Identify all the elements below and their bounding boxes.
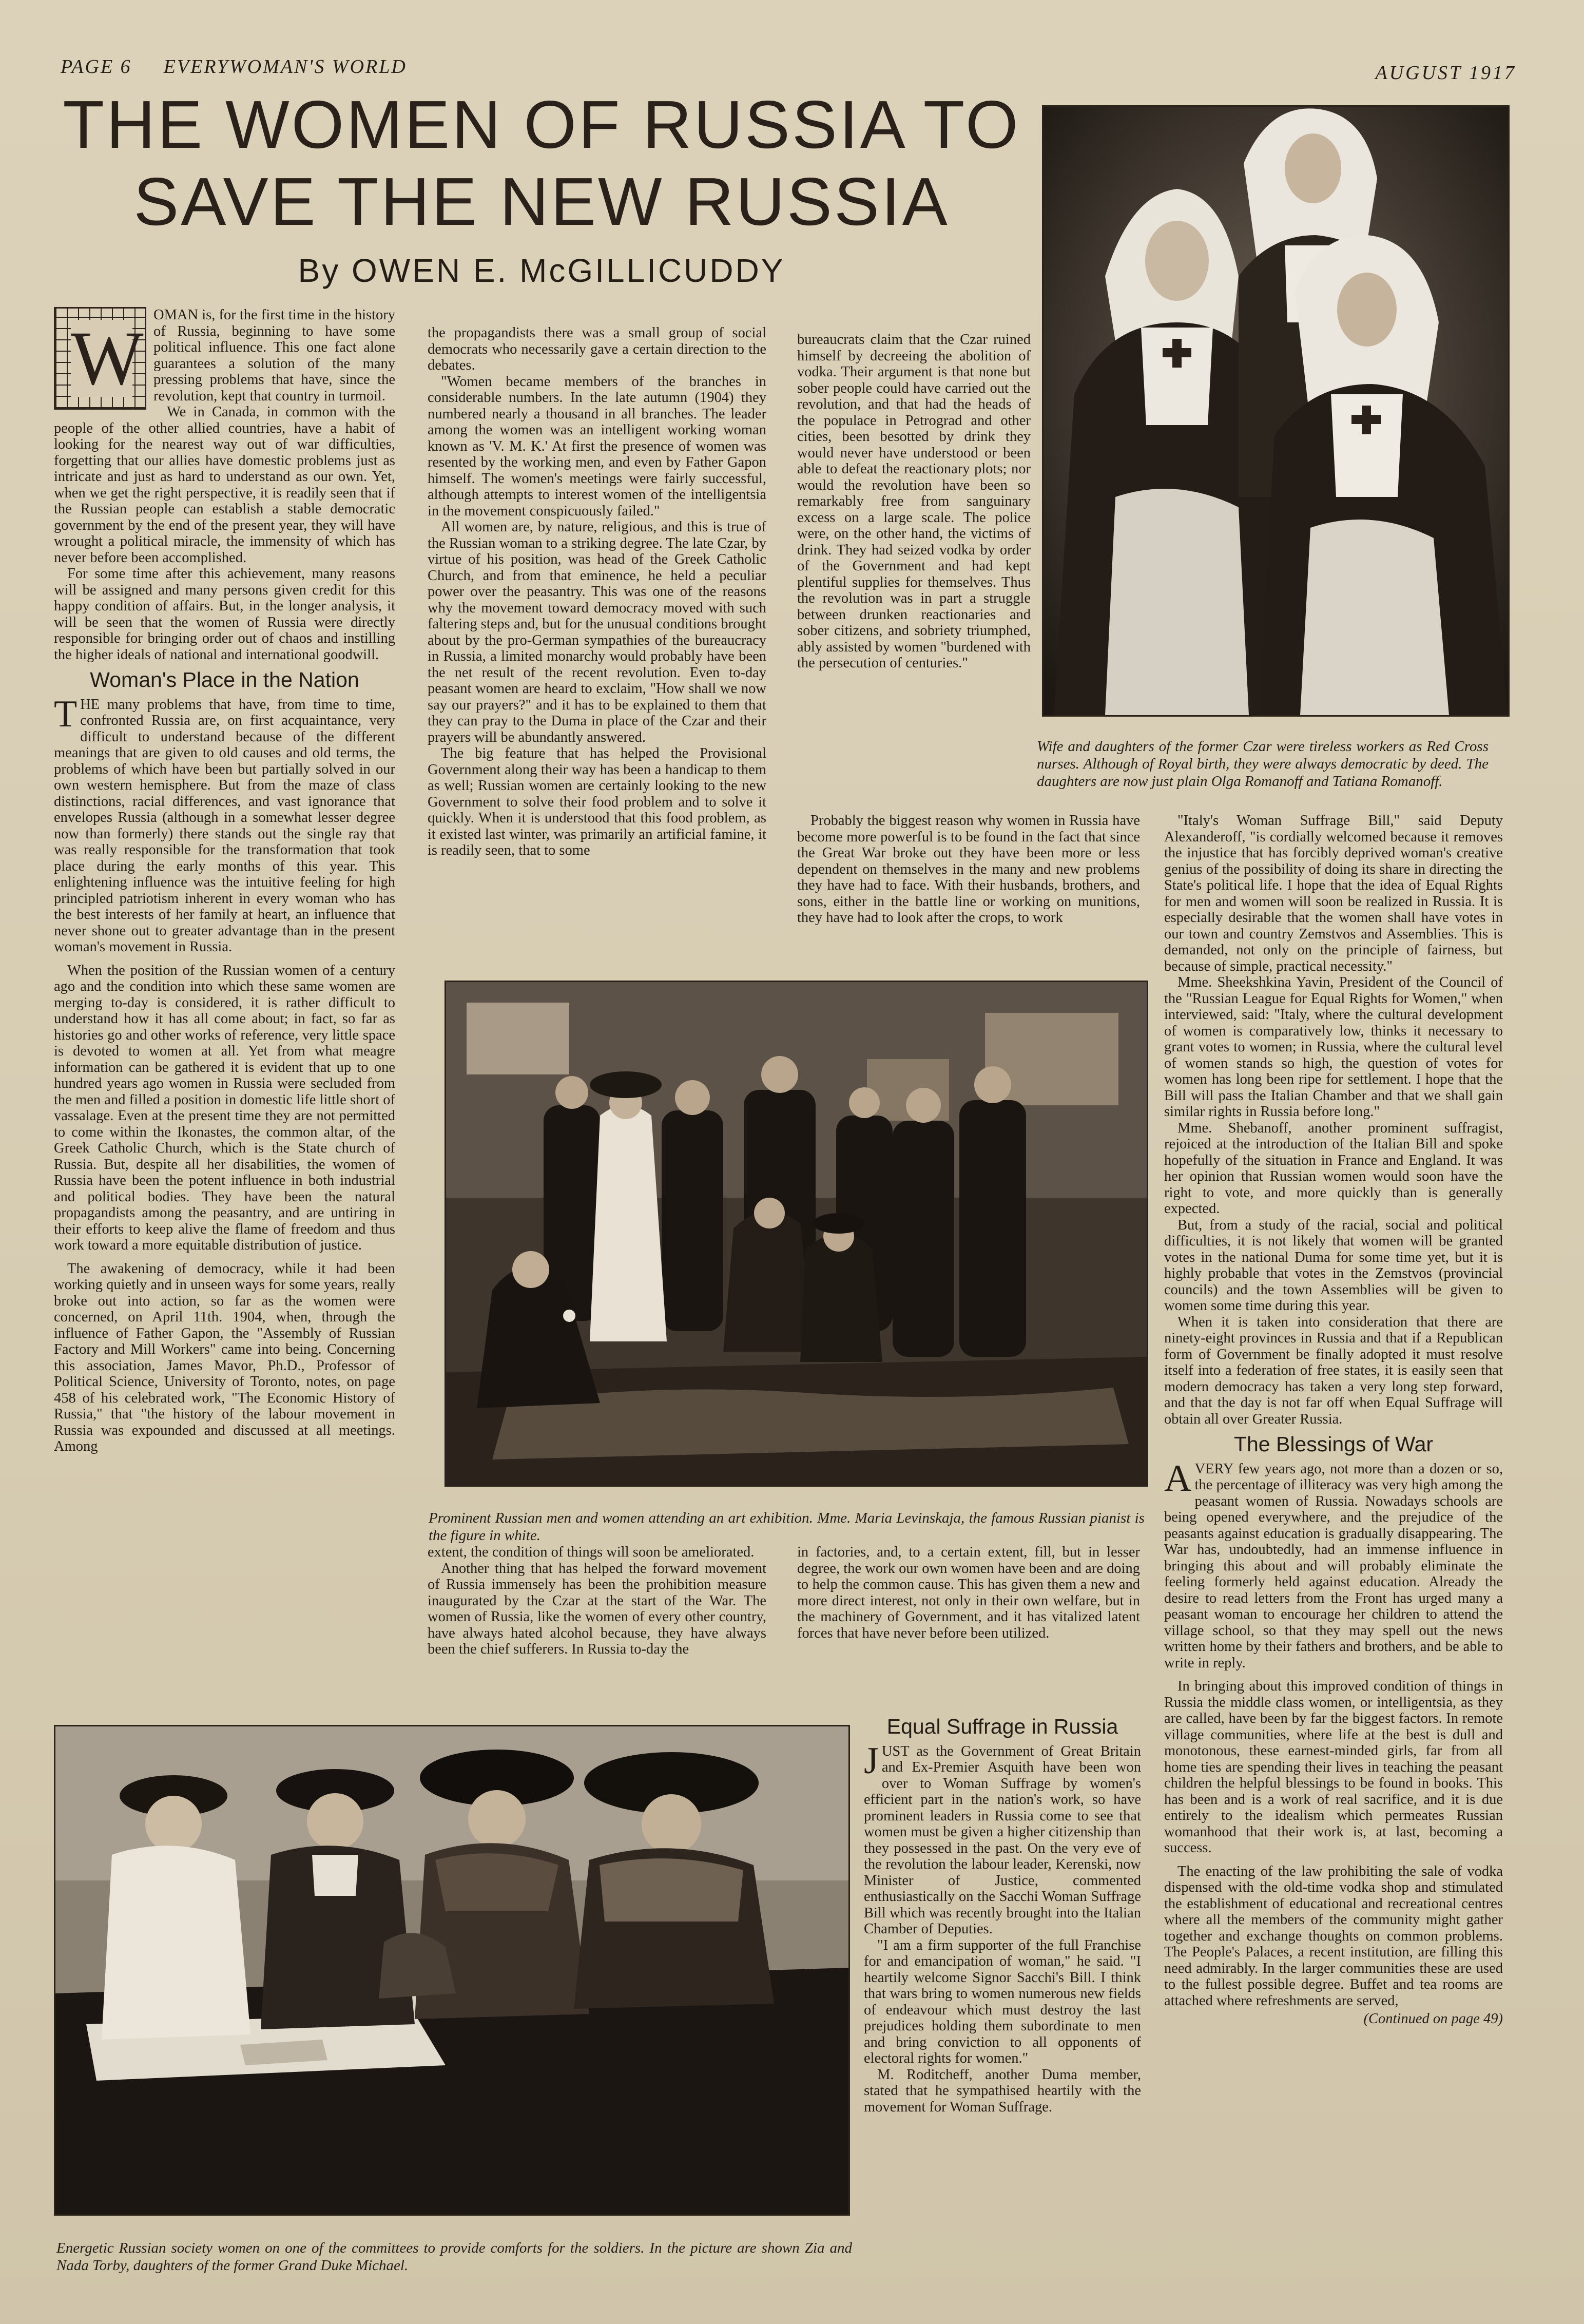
paragraph: We in Canada, in common with the people of the other allied countries, have a habit of looking for the nearest way out of war difficulties, forgetting that our allies have domestic problems just as intricate and just as hard to understand as our own. Yet, when we get the right perspective, it is readily seen that if the Russian people can establish a stable democratic government by the end of the present year, they will have wrought a political miracle, the immensity of which has never before been accomplished. — [54, 404, 395, 566]
photo-art-exhibition — [445, 981, 1148, 1487]
dropcap-letter: J — [864, 1739, 879, 1782]
paragraph: The enacting of the law prohibiting the sale of vodka dispensed with the old-time vodka shop and stimulated the establishment of educational and recreational centres where all the members of the community might gather together and exchange thoughts on common problems. The People's Palaces, a recent institution, are filling this need admirably. In the larger communities these are used to the fullest possible degree. Buffet and tea rooms are attached where refreshments are served, — [1164, 1863, 1503, 2009]
caption-art-exhibition: Prominent Russian men and women attending an art exhibition. Mme. Maria Levinskaja, the famous Russian pianist is the figure in white. — [429, 1510, 1145, 1544]
paragraph: The awakening of democracy, while it had been working quietly and in unseen ways for some years, really broke out into action, so far as the women were concerned, on April 11th. 1904, when, through the influence of Father Gapon, the "Assembly of Russian Factory and Mill Workers" came into being. Concerning this association, James Mavor, Ph.D., Professor of Political Science, University of Toronto, notes, on page 458 of his celebrated work, "The Economic History of Russia," that "the history of the labour movement in Russia was expounded and discussed at all meetings. Among — [54, 1260, 395, 1454]
paragraph: OMAN is, for the first time in the history of Russia, beginning to have some political influence. This one fact alone guarantees a solution of the many pressing problems that have, since the revolution, kept that country in turmoil. — [153, 307, 395, 404]
paragraph: All women are, by nature, religious, and this is true of the Russian woman to a striking degree. The late Czar, by virtue of his position, was head of the Greek Catholic Church, and from that eminence, he held a peculiar power over the peasantry. This was one of the reasons why the movement toward democracy moved with such faltering steps and, but for the unusual conditions brought about by the pro-German sympathies of the bureaucracy in Russia, a limited monarchy would probably have been the net result of the recent revolution. Even to-day peasant women are heard to exclaim, "How shall we now say our prayers?" and it has to be explained to them that they can pray to the Duma in place of the Czar and their prayers will be abundantly answered. — [428, 519, 766, 745]
subheading-equal-suffrage: Equal Suffrage in Russia — [886, 1715, 1118, 1738]
paragraph: "Italy's Woman Suffrage Bill," said Deputy Alexanderoff, "is cordially welcomed because it removes the injustice that has forcibly deprived woman's creative genius of the possibility of doing its share in directing the State's political life. I hope that the idea of Equal Rights for men and women will soon be realized in Russia. It is especially desirable that the women shall have votes in our town and country Zemstvos and Assemblies. This is demanded, not only on the principle of fairness, but because of simple, practical necessity." — [1164, 813, 1503, 974]
title-line-2: SAVE THE NEW RUSSIA — [133, 164, 950, 239]
byline: By OWEN E. McGILLICUDDY — [298, 252, 785, 289]
photo-red-cross-nurses — [1042, 105, 1510, 717]
paragraph: When it is taken into consideration that there are ninety-eight provinces in Russia and that if a Republican form of Government be finally adopted it must resolve itself into a federation of free states, it is easily seen that modern democracy has taken a very long step forward, and that the day is not far off when Equal Suffrage will obtain all over Greater Russia. — [1164, 1314, 1503, 1427]
page-number: PAGE 6 — [61, 56, 132, 78]
paragraph: "I am a firm supporter of the full Franchise for and emancipation of woman," he said. "I heartily welcome Signor Sacchi's Bill. I think that wars bring to women numerous new fields of endeavour which must destroy the last prejudices holding them subordinate to men and bring conviction to all opponents of electoral rights for women." — [864, 1937, 1141, 2066]
paragraph: Probably the biggest reason why women in Russia have become more powerful is to be found in the fact that since the Great War broke out they have been more or less dependent on themselves in the many and new problems they have had to face. With their husbands, brothers, and sons, either in the battle line or working on munitions, they have had to look after the crops, to work — [797, 813, 1140, 926]
paragraph: AVERY few years ago, not more than a dozen or so, the percentage of illiteracy was very high among the peasant women of Russia. Nowadays schools are being opened everywhere, and the prejudice of the peasants against education is gradually disappearing. The War has, undoubtedly, had an immense influence in bringing this about and will probably eliminate the feeling formerly held against education. Already the desire to read letters from the Front has urged many a peasant woman to encourage her children to attend the village school, so that they may spell out the news written home by their fathers and brothers, and be able to write in reply. — [1164, 1457, 1503, 1671]
issue-date: AUGUST 1917 — [1375, 62, 1516, 84]
photo-committee-women — [54, 1725, 850, 2216]
paragraph: M. Roditcheff, another Duma member, stated that he sympathised heartily with the movement for Woman Suffrage. — [864, 2066, 1141, 2115]
paragraph: in factories, and, to a certain extent, fill, but in lesser degree, the work our own women have been and are doing to help the common cause. This has given them a new and more direct interest, not only in their own welfare, but in the machinery of Government, and it has vitalized latent forces that have never before been utilized. — [797, 1544, 1140, 1641]
paragraph: For some time after this achievement, many reasons will be assigned and many persons given credit for this happy condition of affairs. But, in the longer analysis, it will be seen that the women of Russia were directly responsible for bringing order out of chaos and instilling the higher ideals of national and international goodwill. — [54, 566, 395, 663]
paragraph: JUST as the Government of Great Britain and Ex-Premier Asquith have been won over to Woman Suffrage by women's efficient part in the nation's work, so have prominent leaders in Russia come to see that women must be given a higher citizenship than they possessed in the past. On the very eve of the revolution the labour leader, Kerenski, now Minister of Justice, commented enthusiastically on the Sacchi Woman Suffrage Bill which was recently brought into the Italian Chamber of Deputies. — [864, 1739, 1141, 1937]
paragraph: "Women became members of the branches in considerable numbers. In the late autumn (1904) they numbered nearly a thousand in all branches. The leader among the women was an intelligent working woman known as 'V. M. K.' At first the presence of women was resented by the working men, and even by Father Gapon himself. The women's meetings were fairly successful, although attempts to interest women of the intelligentsia in the movement conspicuously failed." — [428, 373, 766, 519]
column-2-bottom — [428, 1544, 766, 1658]
subheading-blessings-of-war: The Blessings of War — [1233, 1432, 1434, 1456]
paragraph: When the position of the Russian women of a century ago and the condition into which these same women are merging to-day is considered, it is rather difficult to understand how it has all come about; in fact, so far as histories go and other works of reference, very little space is devoted to women at all. Yet from what meagre information can be gathered it is evident that up to one hundred years ago women in Russia were secluded from the men and filled a position in domestic life little short of vassalage. Even at the present time they are not permitted to come within the Ikonastes, the common altar, of the Greek Catholic Church, which is the State church of Russia. But, despite all her disabilities, the women of Russia have been the potent influence in both industrial and political bodies. They have been the natural propagandists among the peasantry, and are untiring in their efforts to keep alive the flame of freedom and thus work toward a more equitable distribution of justice. — [54, 962, 395, 1253]
paragraph: the propagandists there was a small group of social democrats who necessarily gave a certain direction to the debates. — [428, 325, 766, 373]
title-line-1: THE WOMEN OF RUSSIA TO — [63, 87, 1020, 162]
paragraph: bureaucrats claim that the Czar ruined himself by decreeing the abolition of vodka. Their argument is that none but sober people could have carried out the revolution, and that had the heads of the populace in Petrograd and other cities, been besotted by drink they would never have understood or been able to defeat the reactionary plots; nor would the revolution have been so remarkably free from sanguinary excess on a large scale. The police were, on the other hand, the victims of drink. They had seized vodka by order of the Government and had kept plentiful supplies for themselves. Thus the revolution was in part a struggle between drunken reactionaries and sober citizens, and sobriety triumphed, ably assisted by women "burdened with the persecution of centuries." — [797, 332, 1031, 671]
paragraph: Mme. Shebanoff, another prominent suffragist, rejoiced at the introduction of the Italian Bill and spoke hopefully of the situation in France and England. It was her opinion that Russian women would soon have the right to vote, and more quickly than is generally expected. — [1164, 1120, 1503, 1217]
column-3-bottom — [797, 1544, 1140, 1641]
column-3 — [797, 332, 1031, 671]
column-1 — [54, 307, 395, 1455]
page-header — [61, 55, 439, 78]
dropcap-letter: A — [1164, 1457, 1192, 1500]
magazine-name: EVERYWOMAN'S WORLD — [163, 56, 407, 78]
dropcap-letter: T — [54, 693, 78, 735]
paragraph: In bringing about this improved condition of things in Russia the middle class women, or intelligentsia, as they are called, have been by far the biggest factors. In remote village communities, where life at the best is dull and monotonous, these earnest-minded girls, far from all home ties are spending their lives in teaching the peasant children the helpful blessings to be found in books. This has been and is a work of real sacrifice, and it is due entirely to the idealism which permeates Russian womanhood that their work is, at last, becoming a success. — [1164, 1678, 1503, 1856]
paragraph: Mme. Sheekshkina Yavin, President of the Council of the "Russian League for Equal Rights for Women," when interviewed, said: "Italy, where the cultural development of women is comparatively low, thinks it necessary to grant votes to women; in Russia, where the cultural level of women stands so high, the question of votes for women has long been ripe for settlement. I hope that the Bill will pass the Italian Chamber and that we shall gain similar rights in Russia before long." — [1164, 974, 1503, 1120]
subheading-womans-place: Woman's Place in the Nation — [90, 668, 359, 692]
article-title — [46, 86, 1037, 240]
caption-red-cross-nurses: Wife and daughters of the former Czar were tireless workers as Red Cross nurses. Although of Royal birth, they were always democratic by deed. The daughters are now just plain Olga Romanoff and Tatiana Romanoff. — [1037, 738, 1489, 790]
column-2 — [428, 325, 766, 859]
ornamental-dropcap — [54, 307, 146, 410]
column-4 — [1164, 813, 1503, 2027]
continued-note: (Continued on page 49) — [1363, 2011, 1503, 2027]
paragraph: extent, the condition of things will soon be ameliorated. — [428, 1544, 755, 1560]
paragraph: The big feature that has helped the Provisional Government along their way has been a handicap to them as well; Russian women are certainly looking to the new Government to solve their food problem and to solve it quickly. When it is understood that this food problem, as it existed last winter, was primarily an artificial famine, it is readily seen, that to some — [428, 745, 766, 858]
equal-suffrage-section — [864, 1715, 1141, 2115]
paragraph: THE many problems that have, from time to time, confronted Russia are, on first acquaintance, very difficult to understand because of the different meanings that are given to old causes and old terms, the problems of which have been but partially solved in our own western hemisphere. But from the maze of class distinctions, racial differences, and vast ignorance that envelopes Russia (although in a somewhat lesser degree now than formerly) there stands out the single ray that was really responsible for the transformation that took place during the early months of this year. This enlightening influence was the intuitive feeling for high principled patriotism inherent in every woman who has the best interests of her family at heart, an influence that never shone out to greater advantage than in the present woman's movement in Russia. — [54, 693, 395, 955]
paragraph: Another thing that has helped the forward movement of Russia immensely has been the prohibition measure inaugurated by the Czar at the start of the War. The women of Russia, like the women of every other country, have always hated alcohol because, they have always been the chief sufferers. In Russia to-day the — [428, 1560, 766, 1657]
column-3-continued — [797, 813, 1140, 926]
paragraph: But, from a study of the racial, social and political difficulties, it is not likely that women will be granted votes in the national Duma for some time yet, but it is highly probable that votes in the Zemstvos (provincial councils) and the town Assemblies will be given to women some time during this year. — [1164, 1217, 1503, 1314]
dropcap-letter: W — [71, 316, 144, 401]
caption-committee-women: Energetic Russian society women on one of the committees to provide comforts for the soldiers. In the picture are shown Zia and Nada Torby, daughters of the former Grand Duke Michael. — [56, 2240, 852, 2274]
